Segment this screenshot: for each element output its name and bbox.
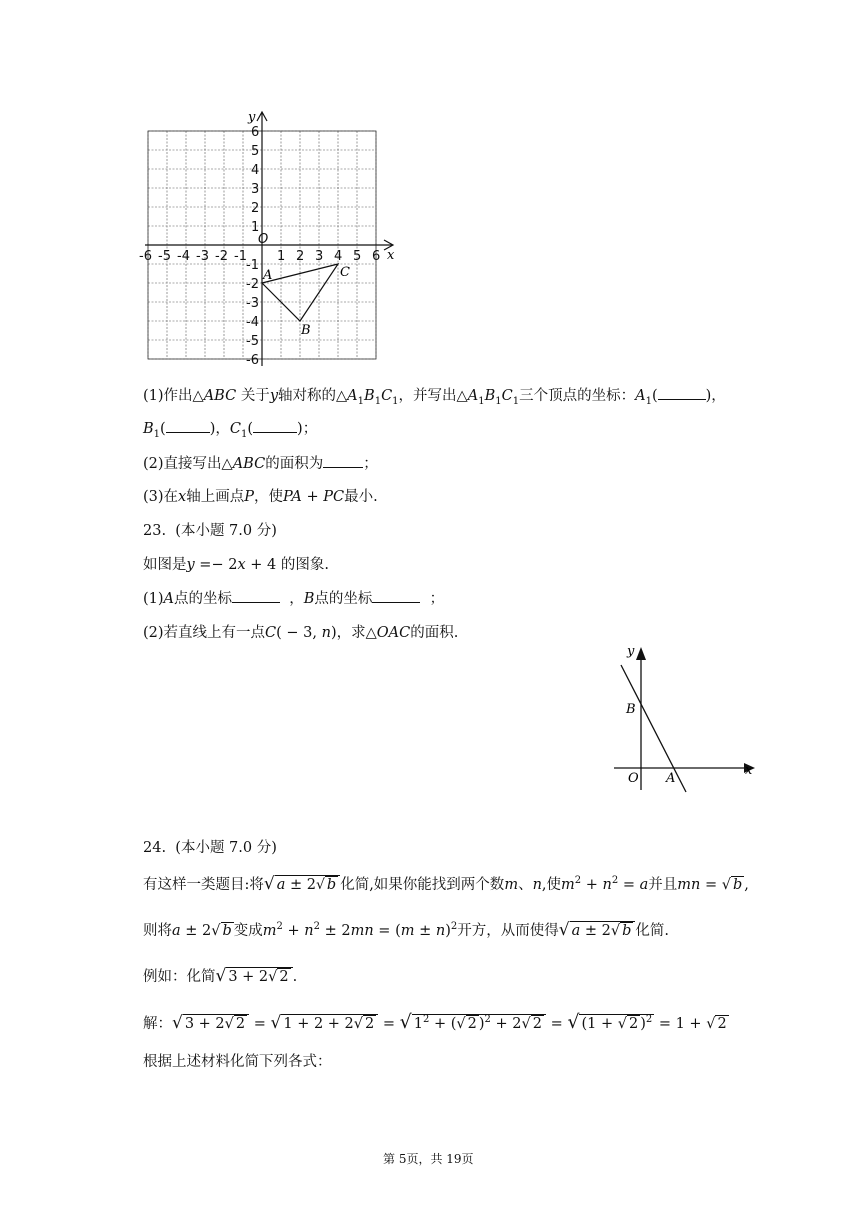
q23-header: 23. (本小题 7.0 分) (143, 523, 277, 539)
answer-blank-area[interactable] (323, 455, 363, 468)
answer-blank-c1[interactable] (253, 420, 297, 433)
q24-line2: 则将a ± 2√ b 变成$m^2 + n^2 \pm 2mn = (m \pm n)^2$开方，从而使得√ a ± 2√ b 化简. (143, 920, 669, 940)
y-tick-label: -1 (246, 258, 259, 273)
answer-blank-b[interactable] (372, 590, 420, 603)
x-tick-label: -1 (234, 249, 247, 264)
q24-line3: 例如：化简√ 3 + 2√ 2 . (143, 966, 298, 986)
y-tick-label: -3 (246, 296, 259, 311)
x-tick-label: 4 (334, 249, 343, 264)
y-tick-label: -2 (246, 277, 259, 292)
q22-part1-cont: $B_1$( )，$C_1$( )； (143, 421, 318, 440)
q23-part2: (2)若直线上有一点C( − 3, n)，求△OAC的面积. (143, 625, 459, 641)
x-tick-label: 2 (296, 249, 305, 264)
y-tick-label: 6 (251, 125, 260, 140)
y-tick-label: 1 (251, 220, 260, 235)
graph-o-label: O (628, 771, 639, 786)
y-tick-label: 3 (251, 182, 260, 197)
point-c-label: C (340, 265, 350, 280)
x-tick-label: -6 (139, 249, 152, 264)
answer-blank-a[interactable] (232, 590, 280, 603)
x-tick-label: -4 (177, 249, 190, 264)
x-tick-label: 5 (353, 249, 362, 264)
graph-b-label: B (626, 702, 636, 717)
graph-y-label: y (627, 644, 635, 659)
x-tick-label: -3 (196, 249, 209, 264)
x-axis-label: x (387, 248, 395, 263)
x-tick-label: 6 (372, 249, 381, 264)
q24-line5: 根据上述材料化简下列各式： (143, 1054, 332, 1070)
x-tick-label: 3 (315, 249, 324, 264)
answer-blank-a1[interactable] (658, 387, 706, 400)
y-tick-label: -6 (246, 353, 259, 368)
x-tick-label: -5 (158, 249, 171, 264)
q22-part1: (1)作出△ABC 关于y轴对称的$\triangle A_1B_1C_1$，并写出$\triangle A_1B_1C_1$三个顶点的坐标：$A_1$( )， (143, 388, 726, 407)
y-tick-label: 2 (251, 201, 260, 216)
graph-a-label: A (666, 771, 676, 786)
y-axis-label: y (248, 110, 256, 125)
q24-line1: 有这样一类题目:将√ a ± 2√ b 化简,如果你能找到两个数m、n,使$m^2 + n^2 = a$并且mn = √ b , (143, 874, 749, 894)
y-tick-label: -5 (246, 334, 259, 349)
graph-x-label: x (745, 763, 753, 778)
y-tick-label: -4 (246, 315, 259, 330)
x-tick-label: O (258, 232, 269, 247)
point-b-label: B (301, 323, 311, 338)
q22-part3: (3)在x轴上画点P，使PA + PC最小. (143, 489, 378, 505)
x-tick-label: 1 (277, 249, 286, 264)
q22-part2: (2)直接写出△ABC的面积为 ； (143, 456, 378, 472)
point-a-label: A (263, 268, 273, 283)
linear-function-graph (610, 640, 760, 800)
q23-part1: (1)A点的坐标 ，B点的坐标 ； (143, 591, 445, 607)
q23-intro: 如图是y =− 2x + 4 的图象. (143, 557, 329, 573)
coordinate-grid-figure (135, 104, 405, 374)
page-footer: 第 5页，共 19页 (383, 1152, 474, 1166)
answer-blank-b1[interactable] (166, 420, 210, 433)
q24-line4: 解：√ 3 + 2√ 2 = √ 1 + 2 + 2√ 2 = √ $1^2$ + (√ 2 )$^2$ + 2√ 2 = √ (1 + √ 2 )$^2$ = 1 + √ 2 (143, 1011, 727, 1033)
q24-header: 24. (本小题 7.0 分) (143, 840, 277, 856)
y-tick-label: 5 (251, 144, 260, 159)
x-tick-label: -2 (215, 249, 228, 264)
y-tick-label: 4 (251, 163, 260, 178)
